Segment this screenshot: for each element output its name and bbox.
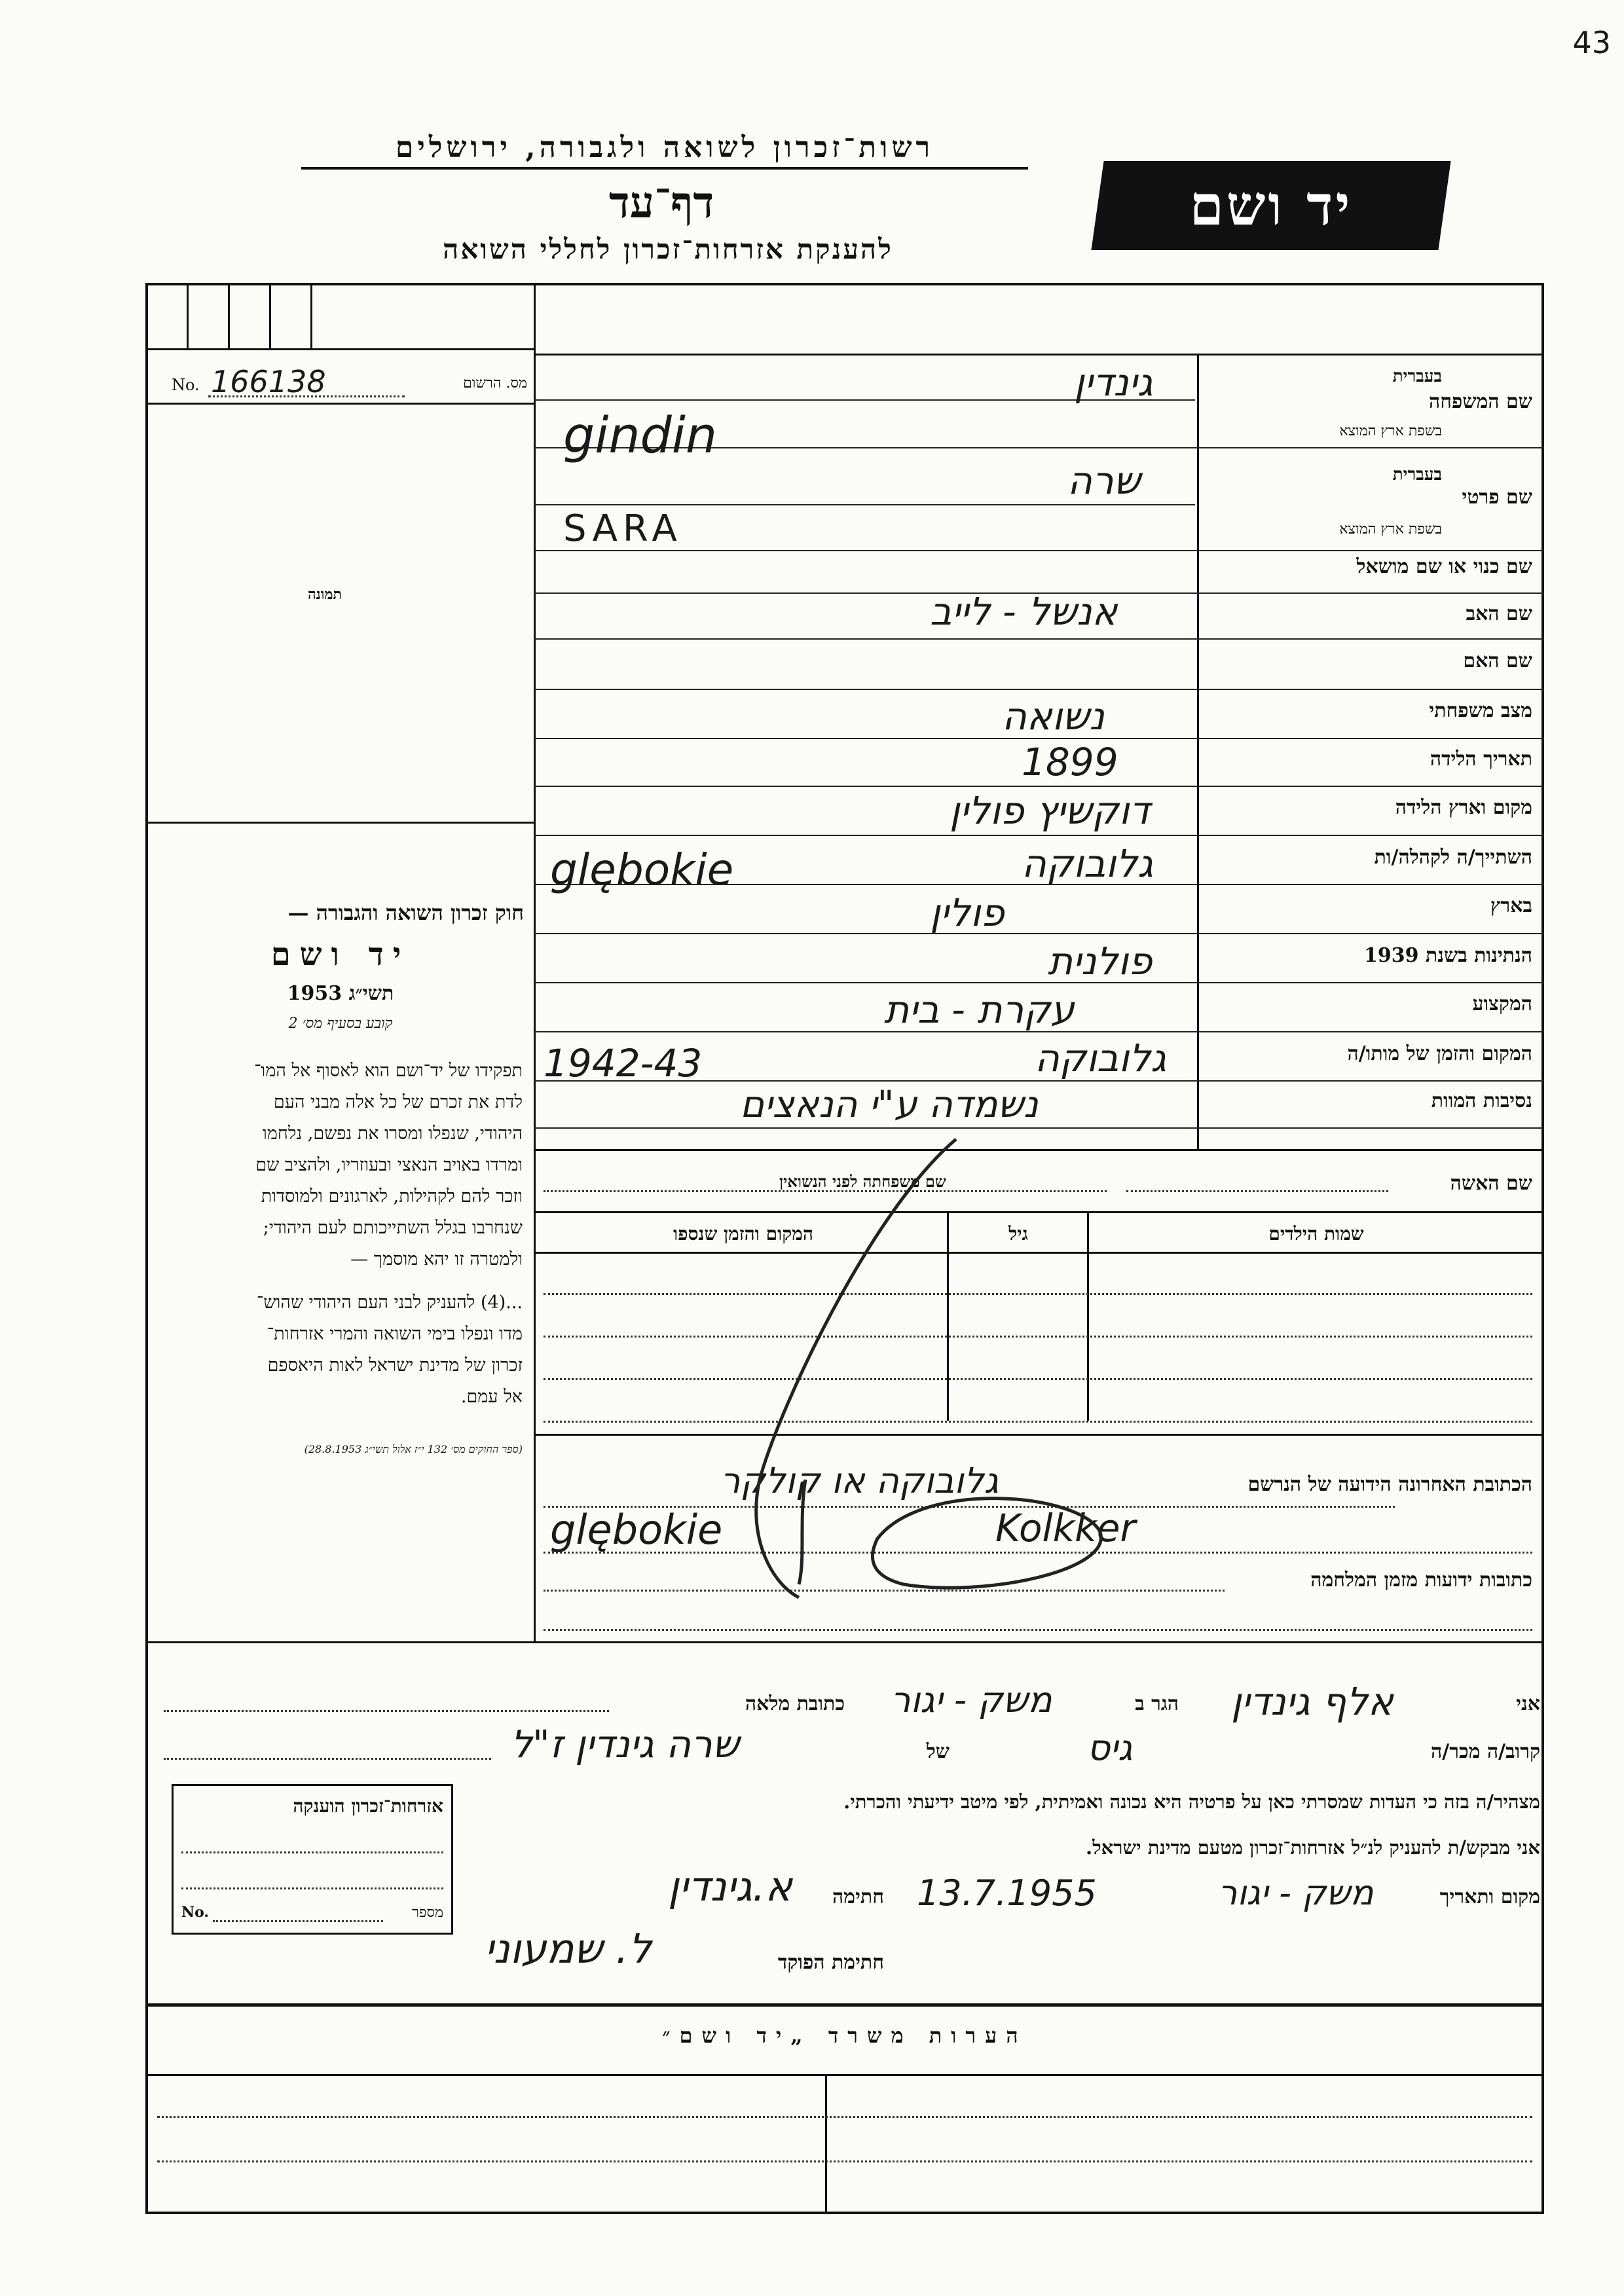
statement-1: מצהיר/ה בזה כי העדות שמסרתי כאן על פרטיה היא נכונה ואמיתית, לפי מיטב ידיעתי והכרתי.: [843, 1791, 1540, 1813]
dotted-line: [164, 1710, 609, 1712]
law-line: אל עמם.: [460, 1387, 523, 1407]
birth-place-value: דוקשיץ פולין: [950, 788, 1151, 833]
divider: [825, 2074, 827, 2214]
community-label: השתייך/ה לקהלה/ות: [1374, 846, 1532, 869]
birth-date-label: תאריך הלידה: [1430, 748, 1532, 771]
office-notes-title: הערות משרד „יד ושם״: [662, 2023, 1027, 2048]
row-line: [534, 550, 1544, 551]
first-name-hebrew-value: שרה: [1067, 458, 1141, 503]
declarant-value: אלף גינדין: [1231, 1679, 1393, 1724]
registration-row: [145, 364, 534, 406]
divider: [187, 283, 189, 348]
reg-no-value: 166138: [211, 364, 326, 399]
citizenship-value: פולנית: [1048, 939, 1153, 983]
law-line: וזכר להם לקהילות, לארגונים ולמוסדות: [261, 1186, 523, 1207]
place-date-label: מקום ותאריך: [1439, 1886, 1540, 1908]
last-address-origin: glębokie: [550, 1506, 723, 1554]
death-label: המקום והזמן של מותו/ה: [1347, 1042, 1532, 1065]
children-col-names: שמות הילדים: [1268, 1223, 1364, 1245]
father-value: אנשל - לייב: [930, 589, 1118, 634]
law-line: שנחרבו בגלל השתייכותם לעם היהודי;: [263, 1218, 523, 1238]
statement-2: אני מבקש/ת להעניק לנ״ל אזרחות־זכרון מטעם מדינת ישראל.: [1086, 1836, 1540, 1859]
officer-value: ל. שמעוני: [485, 1925, 652, 1973]
law-line: מדו ונפלו בימי השואה והמרי אזרחות־: [267, 1324, 523, 1344]
dotted-line: [164, 1758, 491, 1760]
law-citation: (ספר החוקים מס׳ 132 י״ז אלול תשי״ג 28.8.1953): [304, 1443, 523, 1455]
children-col-age: גיל: [1008, 1223, 1028, 1245]
marital-label: מצב משפחתי: [1429, 699, 1532, 722]
full-address-label: כתובת מלאה: [745, 1692, 845, 1715]
first-name-origin-value: SARA: [563, 507, 682, 550]
circumstances-value: נשמדה ע"י הנאצים: [740, 1084, 1039, 1126]
yad-vashem-logo: [1091, 161, 1450, 250]
maiden-label: שם משפחתה לפני הנשואין: [779, 1172, 946, 1191]
dotted-line: [157, 2160, 1532, 2162]
authority-title: רשות־זכרון לשואה ולגבורה, ירושלים: [301, 131, 1028, 170]
first-name-origin-label: בשפת ארץ המוצא: [1339, 521, 1442, 538]
row-line: [534, 689, 1544, 690]
circumstances-label: נסיבות המוות: [1431, 1089, 1532, 1112]
divider: [145, 348, 534, 350]
logo-text: יד ושם: [1189, 173, 1353, 238]
divider: [145, 403, 534, 405]
wife-label: שם האשה: [1450, 1172, 1532, 1195]
date-value: 13.7.1955: [917, 1872, 1097, 1914]
community-origin-value: glębokie: [550, 845, 734, 895]
label-column-divider: [1197, 354, 1199, 1149]
community-value: גלובוקה: [1022, 841, 1154, 886]
marital-value: נשואה: [1002, 694, 1105, 738]
first-name-label: שם פרטי: [1462, 486, 1532, 509]
resident-label: הגר ב: [1135, 1692, 1179, 1715]
citizenship-granted-box: [172, 1784, 453, 1935]
first-name-hebrew-label: בעברית: [1392, 465, 1442, 484]
dotted-line: [181, 1887, 443, 1889]
dotted-line: [181, 1851, 443, 1853]
relative-value: גיס: [1087, 1727, 1133, 1768]
citizenship-box-number: מספר: [412, 1904, 443, 1921]
last-address-hebrew: גלובוקה או קולקר: [720, 1460, 999, 1501]
left-column-divider: [534, 283, 536, 1641]
country-label: בארץ: [1490, 894, 1532, 917]
children-col-place: המקום והזמן שנספו: [673, 1223, 813, 1245]
law-line: זכרון של מדינת ישראל לאות היאספם: [267, 1355, 523, 1376]
signature-label: חתימה: [832, 1886, 884, 1908]
surname-origin-label: בשפת ארץ המוצא: [1339, 423, 1442, 439]
row-line: [534, 504, 1195, 505]
place-value: משק - יגור: [1218, 1874, 1374, 1913]
last-address-extra: Kolkker: [995, 1506, 1136, 1550]
surname-label: שם המשפחה: [1428, 390, 1532, 413]
divider: [310, 283, 312, 348]
last-address-label: הכתובת האחרונה הידועה של הנרשם: [1247, 1473, 1532, 1496]
resident-value: משק - יגור: [891, 1679, 1052, 1721]
law-line: ולמטרה זו יהא מוסמך —: [350, 1249, 523, 1269]
wartime-address-label: כתובות ידועות מזמן המלחמה: [1310, 1569, 1532, 1592]
death-place-value: גלובוקה: [1035, 1036, 1167, 1080]
divider: [534, 354, 1544, 355]
law-line: ...(4) להעניק לבני העם היהודי שהוש־: [257, 1292, 523, 1313]
divider: [145, 2003, 1544, 2007]
profession-label: המקצוע: [1472, 993, 1532, 1015]
declarant-label: אני: [1516, 1692, 1540, 1715]
law-heading: חוק זכרון השואה והגבורה —: [287, 900, 524, 925]
row-line: [534, 982, 1544, 983]
reg-label: מס. הרשום: [463, 375, 527, 392]
surname-hebrew-value: גינדין: [1074, 360, 1153, 405]
law-line: לדת את זכרם של כל אלה מבני העם: [273, 1092, 523, 1112]
relative-label: קרוב/ה מכר/ה: [1431, 1740, 1540, 1763]
law-year: תשי״ג 1953: [287, 982, 394, 1005]
photo-label: תמונה: [308, 586, 342, 603]
divider: [269, 283, 271, 348]
row-line: [534, 786, 1544, 787]
of-label: של: [926, 1740, 950, 1763]
country-value: פולין: [930, 890, 1005, 935]
officer-label: חתימת הפוקד: [777, 1951, 884, 1974]
of-value: שרה גינדין ז"ל: [511, 1722, 739, 1766]
row-line: [534, 835, 1544, 836]
divider: [145, 822, 534, 824]
law-line: ומרדו באויב הנאצי ובעוזריו, ולהציב שם: [255, 1155, 523, 1175]
surname-hebrew-label: בעברית: [1392, 367, 1442, 386]
citizenship-box-title: אזרחות־זכרון הוענקה: [293, 1795, 443, 1817]
father-label: שם האב: [1466, 602, 1532, 625]
handwritten-scribble: [707, 1113, 1231, 1637]
death-date-value: 1942-43: [544, 1041, 703, 1085]
citizenship-label: הנתינות בשנת 1939: [1363, 944, 1532, 967]
dotted-line: [208, 395, 405, 397]
law-line: היהודי, שנפלו ומסרו את נפשם, נלחמו: [262, 1123, 523, 1144]
citizenship-box-no: No.: [181, 1904, 210, 1921]
page-number: 43: [1572, 25, 1611, 60]
form-title: דף־עד: [608, 177, 714, 228]
mother-label: שם האם: [1463, 649, 1532, 672]
dotted-line: [213, 1920, 383, 1922]
row-line: [534, 638, 1544, 640]
row-line: [534, 933, 1544, 934]
dotted-line: [157, 2116, 1532, 2118]
surname-origin-value: gindin: [563, 406, 718, 464]
divider: [145, 2074, 1544, 2076]
law-line: תפקידו של יד־ושם הוא לאסוף אל המו־: [254, 1061, 523, 1081]
law-name: יד ושם: [270, 936, 411, 973]
signature-value: א.גינדין: [668, 1863, 792, 1910]
reg-no-label: No.: [172, 376, 200, 394]
birth-place-label: מקום וארץ הלידה: [1395, 796, 1532, 819]
form-subtitle: להענקת אזרחות־זכרון לחללי השואה: [443, 233, 893, 265]
birth-date-value: 1899: [1022, 740, 1118, 784]
nickname-label: שם כנוי או שם מושאל: [1356, 555, 1532, 578]
law-section: קובע בסעיף מס׳ 2: [288, 1015, 393, 1032]
divider: [145, 1641, 1544, 1643]
profession-value: עקרת - בית: [884, 987, 1075, 1032]
divider: [228, 283, 230, 348]
